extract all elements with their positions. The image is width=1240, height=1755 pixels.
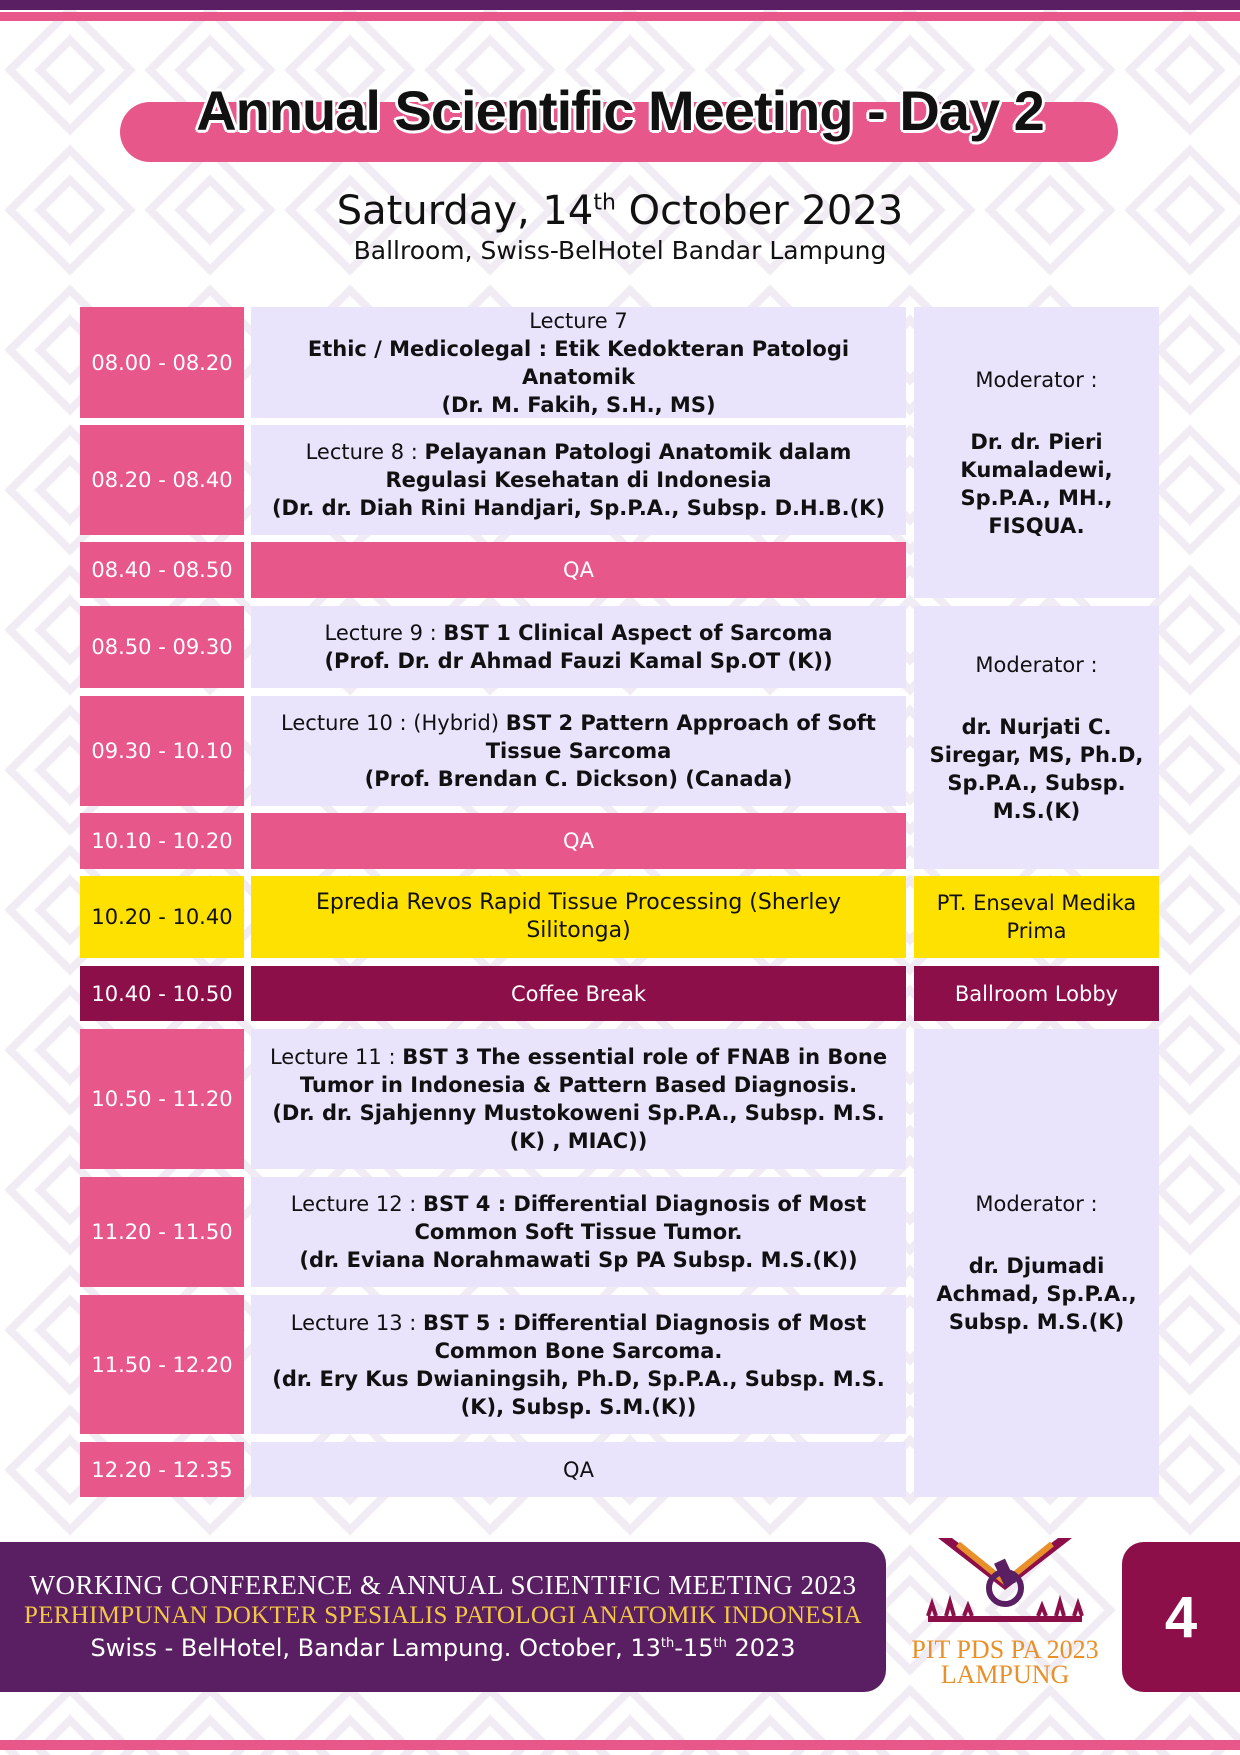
- sponsor-session-cell: Epredia Revos Rapid Tissue Processing (Sherley Silitonga): [251, 876, 906, 958]
- time-cell: 08.40 - 08.50: [80, 542, 244, 598]
- time-cell: 08.20 - 08.40: [80, 425, 244, 535]
- event-date: Saturday, 14th October 2023: [336, 188, 904, 234]
- qa-cell: QA: [251, 1442, 906, 1497]
- qa-cell: QA: [251, 542, 906, 598]
- top-bar-pink: [0, 12, 1240, 21]
- time-cell: 08.00 - 08.20: [80, 307, 244, 418]
- time-cell: 11.20 - 11.50: [80, 1177, 244, 1287]
- session-cell: Lecture 13 : BST 5 : Differential Diagnosis of Most Common Bone Sarcoma. (dr. Ery Kus Dwianingsih, Ph.D, Sp.P.A., Subsp. M.S.(K), Subsp. S.M.(K)): [251, 1295, 906, 1434]
- logo-text: PIT PDS PA 2023: [911, 1635, 1099, 1664]
- time-cell: 08.50 - 09.30: [80, 606, 244, 688]
- coffee-break-cell: Coffee Break: [251, 966, 906, 1021]
- time-cell: 10.20 - 10.40: [80, 876, 244, 958]
- page-number-box: [1122, 1542, 1240, 1692]
- moderator-cell: Moderator : dr. Djumadi Achmad, Sp.P.A., Subsp. M.S.(K): [914, 1029, 1159, 1497]
- sponsor-cell: PT. Enseval Medika Prima: [914, 876, 1159, 958]
- session-cell: Lecture 9 : BST 1 Clinical Aspect of Sarcoma (Prof. Dr. dr Ahmad Fauzi Kamal Sp.OT (K)): [251, 606, 906, 688]
- session-cell: Lecture 11 : BST 3 The essential role of FNAB in Bone Tumor in Indonesia & Pattern Based Diagnosis. (Dr. dr. Sjahjenny Mustokoweni Sp.P.A., Subsp. M.S. (K) , MIAC)): [251, 1029, 906, 1169]
- session-cell: Lecture 8 : Pelayanan Patologi Anatomik dalam Regulasi Kesehatan di Indonesia (Dr. dr. Diah Rini Handjari, Sp.P.A., Subsp. D.H.B.(K): [251, 425, 906, 535]
- moderator-cell: Moderator : Dr. dr. Pieri Kumaladewi, Sp.P.A., MH., FISQUA.: [914, 307, 1159, 598]
- session-cell: Lecture 7 Ethic / Medicolegal : Etik Kedokteran Patologi Anatomik (Dr. M. Fakih, S.H., MS): [251, 307, 906, 418]
- logo-subtext: LAMPUNG: [940, 1660, 1070, 1689]
- footer-organization: PERHIMPUNAN DOKTER SPESIALIS PATOLOGI ANATOMIK INDONESIA: [24, 1602, 862, 1629]
- top-bar-purple: [0, 0, 1240, 10]
- page-title: Annual Scientific Meeting - Day 2: [196, 79, 1044, 142]
- time-cell: 11.50 - 12.20: [80, 1295, 244, 1434]
- time-cell: 09.30 - 10.10: [80, 696, 244, 806]
- time-cell: 10.10 - 10.20: [80, 813, 244, 869]
- session-cell: Lecture 12 : BST 4 : Differential Diagnosis of Most Common Soft Tissue Tumor. (dr. Eviana Norahmawati Sp PA Subsp. M.S.(K)): [251, 1177, 906, 1287]
- time-cell: 10.50 - 11.20: [80, 1029, 244, 1169]
- qa-cell: QA: [251, 813, 906, 869]
- footer-conference-title: WORKING CONFERENCE & ANNUAL SCIENTIFIC MEETING 2023: [29, 1570, 857, 1600]
- time-cell: 10.40 - 10.50: [80, 966, 244, 1021]
- microscope-logo-icon: [898, 1530, 1112, 1636]
- time-cell: 12.20 - 12.35: [80, 1442, 244, 1497]
- event-venue: Ballroom, Swiss-BelHotel Bandar Lampung: [353, 236, 887, 265]
- session-cell: Lecture 10 : (Hybrid) BST 2 Pattern Approach of Soft Tissue Sarcoma (Prof. Brendan C. Dickson) (Canada): [251, 696, 906, 806]
- footer-location-dates: Swiss - BelHotel, Bandar Lampung. October, 13th-15th 2023: [90, 1634, 796, 1662]
- location-cell: Ballroom Lobby: [914, 966, 1159, 1021]
- page-number: 4: [1164, 1584, 1198, 1650]
- bottom-bar-pink: [0, 1740, 1240, 1750]
- moderator-cell: Moderator : dr. Nurjati C. Siregar, MS, Ph.D, Sp.P.A., Subsp. M.S.(K): [914, 606, 1159, 869]
